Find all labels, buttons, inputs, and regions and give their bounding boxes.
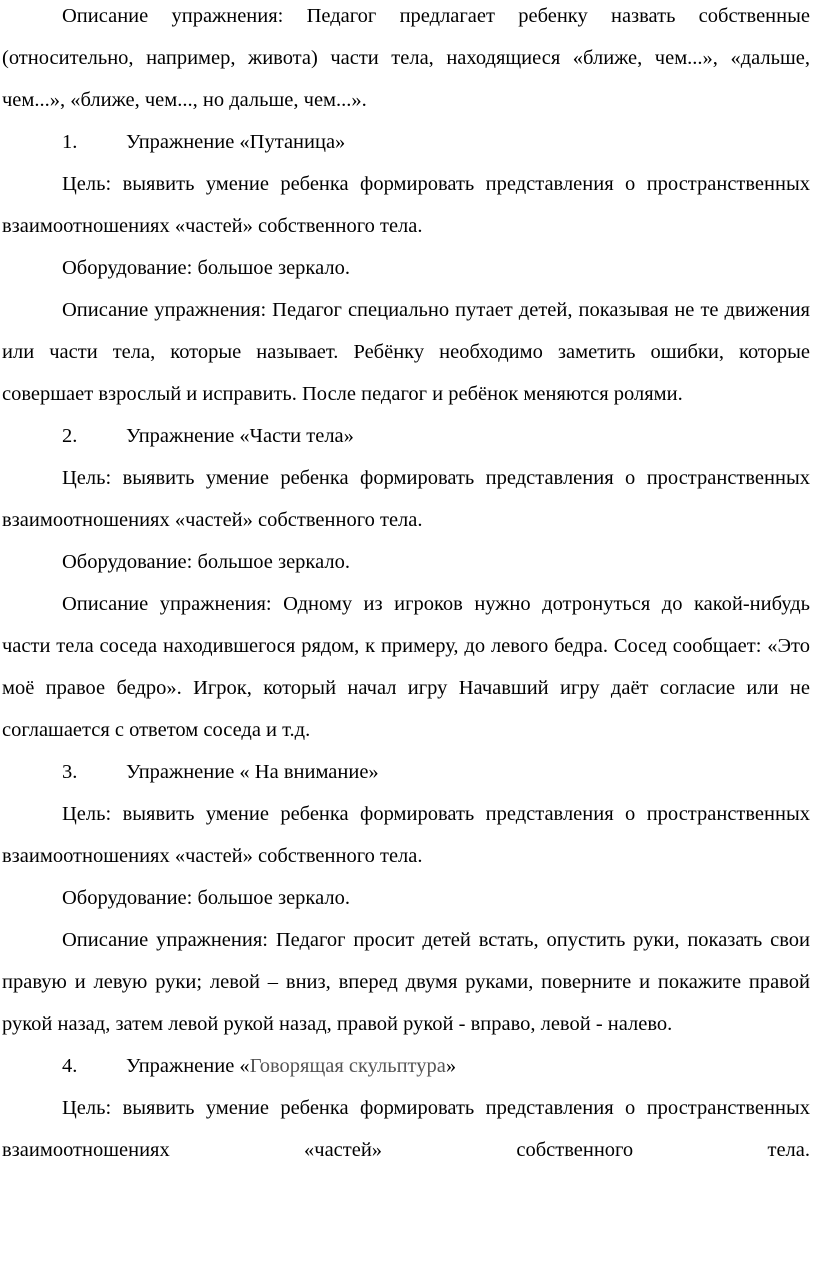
heading-title-tail: » — [445, 1055, 457, 1077]
heading-number: 4. — [62, 1055, 78, 1077]
heading-title: Упражнение «Части тела» — [126, 425, 354, 447]
exercise-3-heading — [2, 751, 810, 793]
exercise-0-description: Описание упражнения: Педагог предлагает ребенку назвать собственные (относительно, например, живота) части тела, находящиеся «ближе, чем...», «дальше, чем...», «ближе, чем..., но дальше, чем...». — [2, 5, 810, 111]
exercise-1-description: Описание упражнения: Педагог специально путает детей, показывая не те движения или части тела, которые называет. Ребёнку необходимо заметить ошибки, которые совершает взрослый и исправить. После педагог и ребёнок меняются ролями. — [2, 299, 810, 405]
heading-title: Упражнение «Путаница» — [126, 131, 346, 153]
exercise-4-heading — [2, 1045, 810, 1087]
exercise-1-goal: Цель: выявить умение ребенка формировать представления о пространственных взаимоотношениях «частей» собственного тела. — [2, 173, 810, 237]
heading-number: 3. — [62, 761, 78, 783]
heading-title: Упражнение « На внимание» — [126, 761, 379, 783]
exercise-1-equipment: Оборудование: большое зеркало. — [62, 257, 350, 279]
exercise-2-goal: Цель: выявить умение ребенка формировать представления о пространственных взаимоотношениях «частей» собственного тела. — [2, 467, 810, 531]
exercise-4-goal: Цель: выявить умение ребенка формировать представления о пространственных взаимоотношениях «частей» собственного тела. — [2, 1097, 810, 1161]
exercise-3-description: Описание упражнения: Педагог просит детей встать, опустить руки, показать свои правую и левую руки; левой – вниз, вперед двумя руками, поверните и покажите правой рукой назад, затем левой рукой назад, правой рукой - вправо, левой - налево. — [2, 929, 810, 1035]
exercise-3-goal: Цель: выявить умение ребенка формировать представления о пространственных взаимоотношениях «частей» собственного тела. — [2, 803, 810, 867]
exercise-1-heading — [2, 121, 810, 163]
heading-number: 1. — [62, 131, 78, 153]
exercise-2-heading — [2, 415, 810, 457]
heading-title-grey: Говорящая скульптура — [249, 1055, 446, 1077]
heading-number: 2. — [62, 425, 78, 447]
exercise-2-description: Описание упражнения: Одному из игроков нужно дотронуться до какой-нибудь части тела соседа находившегося рядом, к примеру, до левого бедра. Сосед сообщает: «Это моё правое бедро». Игрок, который начал игру Начавший игру даёт согласие или не соглашается с ответом соседа и т.д. — [2, 593, 810, 741]
exercise-2-equipment: Оборудование: большое зеркало. — [62, 551, 350, 573]
exercise-3-equipment: Оборудование: большое зеркало. — [62, 887, 350, 909]
heading-title: Упражнение « — [126, 1055, 250, 1077]
